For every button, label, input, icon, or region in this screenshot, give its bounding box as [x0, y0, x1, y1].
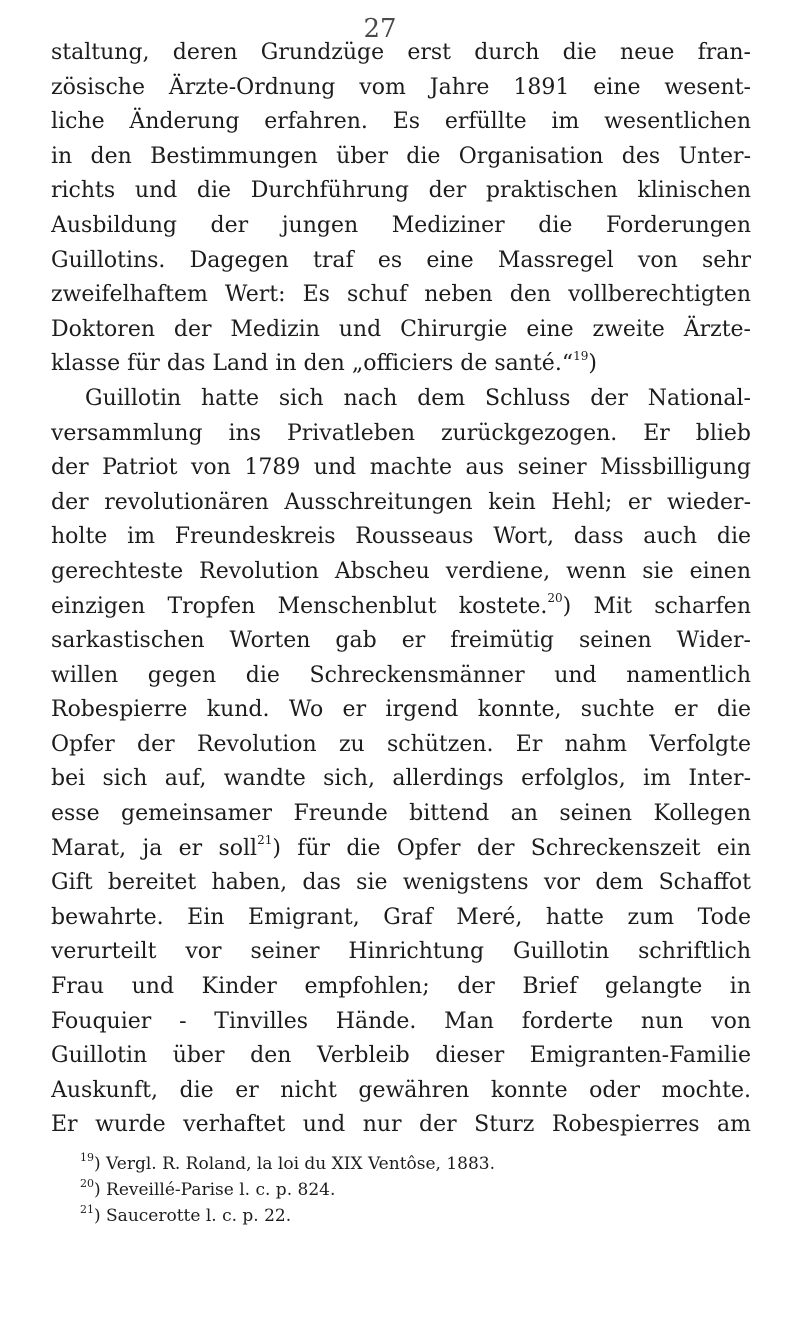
text-line: Opfer der Revolution zu schützen. Er nahm Verfolgte	[51, 731, 751, 757]
text-line: richts und die Durchführung der praktischen klinischen	[51, 178, 751, 204]
text-line: zweifelhaftem Wert: Es schuf neben den vollberechtigten	[51, 282, 751, 308]
text-line: der Patriot von 1789 und machte aus seiner Missbilligung	[51, 455, 751, 481]
text-line: esse gemeinsamer Freunde bittend an seinen Kollegen	[51, 801, 751, 827]
text-line: staltung, deren Grundzüge erst durch die neue fran-	[51, 40, 751, 65]
text-line	[51, 590, 751, 625]
ref-paren: )	[588, 351, 597, 377]
text-line: Fouquier - Tinvilles Hände. Man forderte nun von	[51, 1008, 751, 1034]
text-line: Robespierre kund. Wo er irgend konnte, suchte er die	[51, 697, 751, 723]
footnote-text: ) Reveillé-Parise l. c. p. 824.	[94, 1180, 336, 1200]
text-line: der revolutionären Ausschreitungen kein Hehl; er wieder-	[51, 489, 751, 515]
footnote-ref-20: 20	[547, 591, 563, 606]
footnote-ref-19: 19	[573, 349, 589, 364]
text-line	[51, 347, 751, 382]
text-line: gerechteste Revolution Abscheu verdiene, wenn sie einen	[51, 558, 751, 584]
footnotes	[80, 1151, 750, 1229]
text-line: Frau und Kinder empfohlen; der Brief gelangte in	[51, 974, 751, 1000]
line-text: Marat, ja er soll	[51, 835, 258, 861]
line-text: einzigen Tropfen Menschenblut kostete.	[51, 593, 548, 619]
footnote-21	[80, 1203, 750, 1229]
text-line: Ausbildung der jungen Mediziner die Forderungen	[51, 212, 751, 238]
text-line: bei sich auf, wandte sich, allerdings erfolglos, im Inter-	[51, 766, 751, 792]
text-line: Doktoren der Medizin und Chirurgie eine zweite Ärzte-	[51, 316, 751, 342]
footnote-19	[80, 1151, 750, 1177]
footnote-text: ) Saucerotte l. c. p. 22.	[94, 1206, 292, 1226]
text-line: holte im Freundeskreis Rousseaus Wort, dass auch die	[51, 524, 751, 550]
footnote-20	[80, 1177, 750, 1203]
text-line: Guillotins. Dagegen traf es eine Massregel von sehr	[51, 247, 751, 273]
footnote-number: 21	[80, 1203, 94, 1217]
text-line: bewahrte. Ein Emigrant, Graf Meré, hatte zum Tode	[51, 904, 751, 930]
footnote-number: 20	[80, 1177, 94, 1191]
text-line: Gift bereitet haben, das sie wenigstens vor dem Schaffot	[51, 870, 751, 896]
body-text	[51, 36, 751, 1143]
text-line	[51, 832, 751, 867]
text-line: in den Bestimmungen über die Organisation des Unter-	[51, 143, 751, 169]
page-number: 27	[363, 14, 397, 44]
text-line: willen gegen die Schreckensmänner und namentlich	[51, 662, 751, 688]
text-line: sarkastischen Worten gab er freimütig seinen Wider-	[51, 628, 751, 654]
line-text: klasse für das Land in den „officiers de santé.“	[51, 351, 574, 377]
footnote-number: 19	[80, 1151, 94, 1165]
text-line: verurteilt vor seiner Hinrichtung Guillotin schriftlich	[51, 939, 751, 965]
text-line: Auskunft, die er nicht gewähren konnte oder mochte.	[51, 1077, 751, 1103]
line-text-tail: ) für die Opfer der Schreckenszeit ein	[272, 835, 751, 861]
footnote-ref-21: 21	[257, 833, 273, 848]
text-line: zösische Ärzte-Ordnung vom Jahre 1891 eine wesent-	[51, 74, 751, 100]
footnote-text: ) Vergl. R. Roland, la loi du XIX Ventôse, 1883.	[94, 1154, 496, 1174]
text-line: versammlung ins Privatleben zurückgezogen. Er blieb	[51, 420, 751, 446]
text-line: Er wurde verhaftet und nur der Sturz Robespierres am	[51, 1112, 751, 1138]
line-text-tail: ) Mit scharfen	[562, 593, 751, 619]
text-line: Guillotin über den Verbleib dieser Emigranten-Familie	[51, 1043, 751, 1069]
text-line: Guillotin hatte sich nach dem Schluss der National-	[85, 385, 751, 411]
text-line: liche Änderung erfahren. Es erfüllte im wesentlichen	[51, 109, 751, 135]
